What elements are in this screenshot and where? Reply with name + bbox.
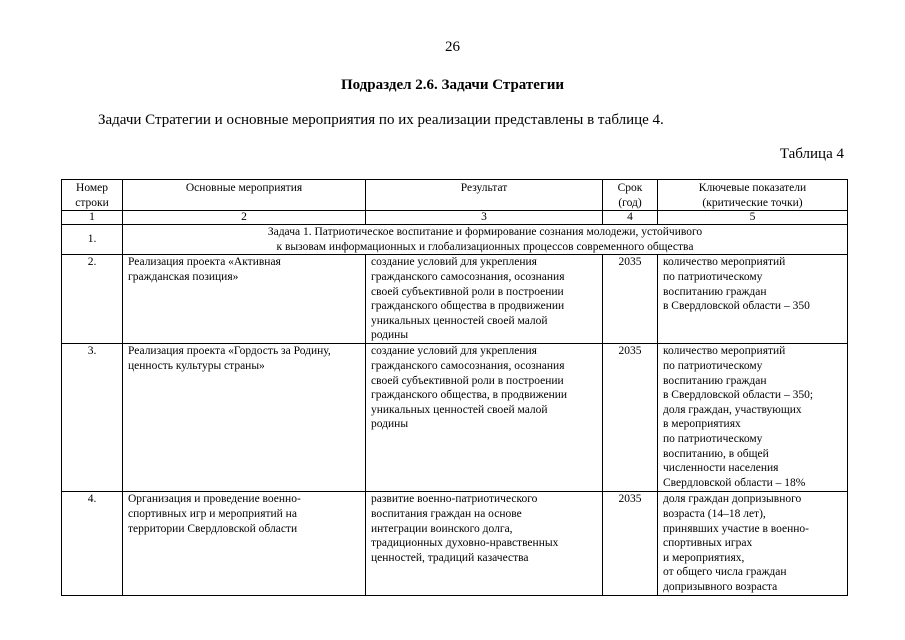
column-number-row xyxy=(62,211,848,225)
cell-line: традиционных духовно-нравственных xyxy=(371,537,559,550)
year-cell: 2035 xyxy=(603,255,658,344)
cell-line: в Свердловской области – 350 xyxy=(663,300,810,313)
cell-line: по патриотическому xyxy=(663,432,763,445)
cell-line: своей субъективной роли в построении xyxy=(371,285,564,298)
table-header-row xyxy=(62,180,848,211)
cell-line: Реализация проекта «Активная xyxy=(128,256,281,269)
cell-line: воспитанию граждан xyxy=(663,285,767,298)
indicators-cell xyxy=(658,344,848,492)
header-row-number xyxy=(62,180,123,211)
cell-line: ценность культуры страны» xyxy=(128,359,265,372)
cell-line: территории Свердловской области xyxy=(128,522,298,535)
column-number: 4 xyxy=(603,211,658,225)
cell-line: допризывного возраста xyxy=(663,580,778,593)
cell-line: родины xyxy=(371,418,409,431)
column-number: 2 xyxy=(123,211,366,225)
page-number: 26 xyxy=(445,39,460,55)
cell-line: воспитанию, в общей xyxy=(663,447,769,460)
result-cell xyxy=(366,492,603,596)
cell-line: спортивных игр и мероприятий на xyxy=(128,507,297,520)
row-number: 1. xyxy=(62,225,123,255)
cell-line: доля граждан, участвующих xyxy=(663,403,802,416)
column-number: 5 xyxy=(658,211,848,225)
table-label: Таблица 4 xyxy=(779,146,844,162)
cell-line: возраста (14–18 лет), xyxy=(663,507,766,520)
cell-line: принявших участие в военно- xyxy=(663,522,810,535)
result-cell xyxy=(366,344,603,492)
header-text: (год) xyxy=(618,196,642,209)
cell-line: родины xyxy=(371,329,409,342)
cell-line: по патриотическому xyxy=(663,359,763,372)
cell-line: уникальных ценностей своей малой xyxy=(371,403,548,416)
cell-line: гражданского общества, в продвижении xyxy=(371,389,568,402)
header-text: строки xyxy=(75,196,109,209)
task-row xyxy=(62,225,848,255)
cell-line: количество мероприятий xyxy=(663,345,786,358)
cell-line: количество мероприятий xyxy=(663,256,786,269)
cell-line: интеграции воинского долга, xyxy=(371,522,513,535)
indicators-cell xyxy=(658,492,848,596)
activity-cell xyxy=(123,344,366,492)
cell-line: гражданского самосознания, осознания xyxy=(371,270,565,283)
cell-line: гражданского общества в продвижении xyxy=(371,300,565,313)
header-text: Номер xyxy=(76,182,108,194)
header-activities: Основные мероприятия xyxy=(123,180,366,211)
activity-cell xyxy=(123,255,366,344)
table-row xyxy=(62,255,848,344)
cell-line: в мероприятиях xyxy=(663,418,741,431)
task-title-line: Задача 1. Патриотическое воспитание и формирование сознания молодежи, устойчивого xyxy=(267,226,703,239)
row-number: 2. xyxy=(62,255,123,344)
header-text: (критические точки) xyxy=(702,196,803,209)
cell-line: ценностей, традиций казачества xyxy=(371,551,529,564)
cell-line: воспитанию граждан xyxy=(663,374,767,387)
row-number: 3. xyxy=(62,344,123,492)
cell-line: уникальных ценностей своей малой xyxy=(371,314,548,327)
cell-line: спортивных играх xyxy=(663,537,753,550)
cell-line: Организация и проведение военно- xyxy=(128,493,301,506)
year-cell: 2035 xyxy=(603,344,658,492)
column-number: 3 xyxy=(366,211,603,225)
cell-line: воспитания граждан на основе xyxy=(371,507,522,520)
cell-line: развитие военно-патриотического xyxy=(371,493,538,506)
cell-line: Свердловской области – 18% xyxy=(663,476,806,489)
cell-line: Реализация проекта «Гордость за Родину, xyxy=(128,345,331,358)
indicators-cell xyxy=(658,255,848,344)
year-cell: 2035 xyxy=(603,492,658,596)
result-cell xyxy=(366,255,603,344)
table-row xyxy=(62,492,848,596)
cell-line: доля граждан допризывного xyxy=(663,493,802,506)
cell-line: гражданская позиция» xyxy=(128,270,239,283)
activity-cell xyxy=(123,492,366,596)
header-indicators xyxy=(658,180,848,211)
task-title xyxy=(123,225,848,255)
cell-line: численности населения xyxy=(663,462,779,475)
intro-paragraph: Задачи Стратегии и основные мероприятия по их реализации представлены в таблице 4. xyxy=(98,112,664,128)
column-number: 1 xyxy=(62,211,123,225)
task-title-line: к вызовам информационных и глобализационных процессов современного общества xyxy=(276,240,694,253)
header-text: Ключевые показатели xyxy=(698,182,807,194)
cell-line: по патриотическому xyxy=(663,270,763,283)
strategy-tasks-table xyxy=(61,179,848,596)
cell-line: создание условий для укрепления xyxy=(371,345,537,358)
cell-line: гражданского самосознания, осознания xyxy=(371,359,565,372)
table-row xyxy=(62,344,848,492)
cell-line: в Свердловской области – 350; xyxy=(663,389,814,402)
row-number: 4. xyxy=(62,492,123,596)
cell-line: от общего числа граждан xyxy=(663,566,787,579)
cell-line: своей субъективной роли в построении xyxy=(371,374,564,387)
header-text: Срок xyxy=(617,182,643,194)
header-term xyxy=(603,180,658,211)
header-result: Результат xyxy=(366,180,603,211)
cell-line: создание условий для укрепления xyxy=(371,256,537,269)
subsection-title: Подраздел 2.6. Задачи Стратегии xyxy=(340,77,565,93)
cell-line: и мероприятиях, xyxy=(663,551,745,564)
